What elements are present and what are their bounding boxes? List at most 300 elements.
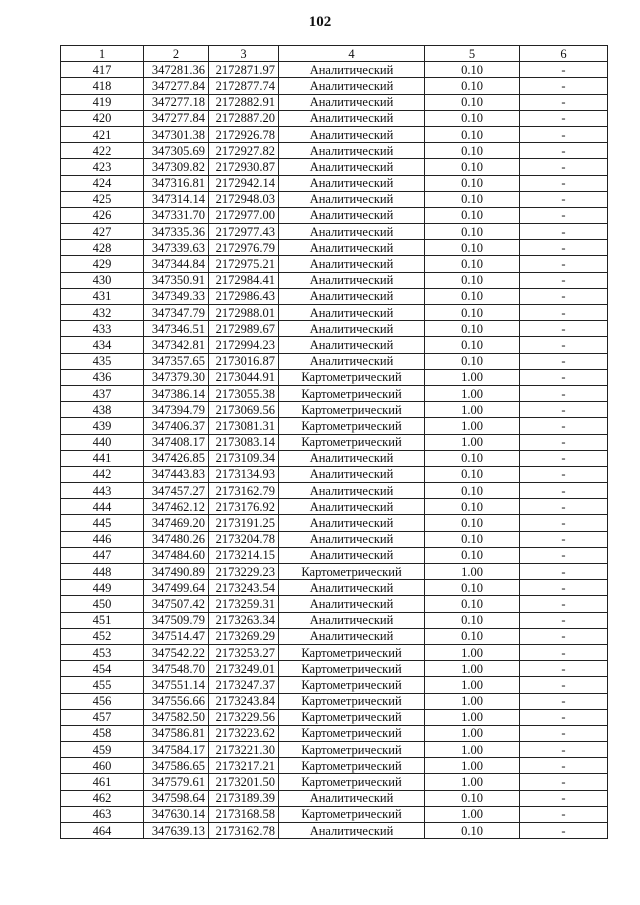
note-cell: - [520,547,608,563]
point-number-cell: 448 [61,564,144,580]
page-number: 102 [308,14,332,30]
x-coordinate-cell: 347281.36 [144,62,209,78]
method-cell: Аналитический [279,224,425,240]
table-row [61,369,608,385]
accuracy-cell: 0.10 [425,78,520,94]
y-coordinate-cell: 2173247.37 [209,677,279,693]
table-body [61,62,608,839]
y-coordinate-cell: 2173204.78 [209,531,279,547]
x-coordinate-cell: 347484.60 [144,547,209,563]
point-number-cell: 422 [61,143,144,159]
point-number-cell: 431 [61,288,144,304]
method-cell: Картометрический [279,693,425,709]
note-cell: - [520,644,608,660]
method-cell: Аналитический [279,612,425,628]
accuracy-cell: 0.10 [425,321,520,337]
y-coordinate-cell: 2173083.14 [209,434,279,450]
table-row [61,466,608,482]
point-number-cell: 426 [61,207,144,223]
x-coordinate-cell: 347639.13 [144,823,209,839]
x-coordinate-cell: 347349.33 [144,288,209,304]
y-coordinate-cell: 2173243.84 [209,693,279,709]
point-number-cell: 464 [61,823,144,839]
table-row [61,790,608,806]
y-coordinate-cell: 2173217.21 [209,758,279,774]
accuracy-cell: 0.10 [425,483,520,499]
x-coordinate-cell: 347443.83 [144,466,209,482]
note-cell: - [520,774,608,790]
point-number-cell: 461 [61,774,144,790]
table-row [61,256,608,272]
point-number-cell: 442 [61,466,144,482]
table-row [61,385,608,401]
point-number-cell: 449 [61,580,144,596]
accuracy-cell: 0.10 [425,823,520,839]
note-cell: - [520,402,608,418]
method-cell: Картометрический [279,661,425,677]
x-coordinate-cell: 347314.14 [144,191,209,207]
x-coordinate-cell: 347301.38 [144,126,209,142]
x-coordinate-cell: 347426.85 [144,450,209,466]
method-cell: Картометрический [279,758,425,774]
table-row [61,823,608,839]
point-number-cell: 437 [61,385,144,401]
method-cell: Аналитический [279,305,425,321]
point-number-cell: 432 [61,305,144,321]
accuracy-cell: 0.10 [425,240,520,256]
point-number-cell: 429 [61,256,144,272]
point-number-cell: 430 [61,272,144,288]
point-number-cell: 462 [61,790,144,806]
x-coordinate-cell: 347357.65 [144,353,209,369]
point-number-cell: 420 [61,110,144,126]
accuracy-cell: 0.10 [425,596,520,612]
x-coordinate-cell: 347305.69 [144,143,209,159]
table-row [61,758,608,774]
x-coordinate-cell: 347499.64 [144,580,209,596]
accuracy-cell: 1.00 [425,725,520,741]
accuracy-cell: 1.00 [425,644,520,660]
x-coordinate-cell: 347507.42 [144,596,209,612]
method-cell: Картометрический [279,709,425,725]
x-coordinate-cell: 347457.27 [144,483,209,499]
x-coordinate-cell: 347462.12 [144,499,209,515]
method-cell: Аналитический [279,466,425,482]
table-row [61,321,608,337]
table-row [61,499,608,515]
x-coordinate-cell: 347386.14 [144,385,209,401]
note-cell: - [520,709,608,725]
accuracy-cell: 0.10 [425,224,520,240]
x-coordinate-cell: 347277.84 [144,78,209,94]
accuracy-cell: 0.10 [425,159,520,175]
accuracy-cell: 1.00 [425,758,520,774]
method-cell: Картометрический [279,434,425,450]
table-row [61,580,608,596]
y-coordinate-cell: 2173109.34 [209,450,279,466]
method-cell: Аналитический [279,94,425,110]
x-coordinate-cell: 347548.70 [144,661,209,677]
note-cell: - [520,434,608,450]
y-coordinate-cell: 2173243.54 [209,580,279,596]
note-cell: - [520,790,608,806]
point-number-cell: 438 [61,402,144,418]
x-coordinate-cell: 347347.79 [144,305,209,321]
y-coordinate-cell: 2173162.79 [209,483,279,499]
accuracy-cell: 1.00 [425,661,520,677]
table-row [61,191,608,207]
y-coordinate-cell: 2172988.01 [209,305,279,321]
method-cell: Аналитический [279,596,425,612]
method-cell: Аналитический [279,240,425,256]
note-cell: - [520,256,608,272]
note-cell: - [520,240,608,256]
x-coordinate-cell: 347277.84 [144,110,209,126]
point-number-cell: 445 [61,515,144,531]
note-cell: - [520,564,608,580]
accuracy-cell: 0.10 [425,466,520,482]
point-number-cell: 424 [61,175,144,191]
note-cell: - [520,126,608,142]
point-number-cell: 453 [61,644,144,660]
note-cell: - [520,628,608,644]
method-cell: Картометрический [279,742,425,758]
header-cell-4: 4 [279,46,425,62]
table-row [61,677,608,693]
point-number-cell: 421 [61,126,144,142]
point-number-cell: 417 [61,62,144,78]
table-row [61,62,608,78]
note-cell: - [520,110,608,126]
note-cell: - [520,531,608,547]
accuracy-cell: 0.10 [425,628,520,644]
note-cell: - [520,742,608,758]
accuracy-cell: 0.10 [425,580,520,596]
note-cell: - [520,321,608,337]
accuracy-cell: 1.00 [425,369,520,385]
note-cell: - [520,725,608,741]
table-row [61,628,608,644]
table-row [61,94,608,110]
y-coordinate-cell: 2172877.74 [209,78,279,94]
method-cell: Аналитический [279,272,425,288]
y-coordinate-cell: 2173016.87 [209,353,279,369]
point-number-cell: 419 [61,94,144,110]
y-coordinate-cell: 2172887.20 [209,110,279,126]
method-cell: Аналитический [279,159,425,175]
x-coordinate-cell: 347350.91 [144,272,209,288]
accuracy-cell: 0.10 [425,612,520,628]
method-cell: Аналитический [279,62,425,78]
y-coordinate-cell: 2173201.50 [209,774,279,790]
method-cell: Картометрический [279,644,425,660]
table-row [61,337,608,353]
point-number-cell: 458 [61,725,144,741]
accuracy-cell: 0.10 [425,531,520,547]
method-cell: Аналитический [279,353,425,369]
header-cell-6: 6 [520,46,608,62]
y-coordinate-cell: 2173221.30 [209,742,279,758]
y-coordinate-cell: 2172986.43 [209,288,279,304]
y-coordinate-cell: 2173044.91 [209,369,279,385]
point-number-cell: 457 [61,709,144,725]
method-cell: Картометрический [279,806,425,822]
note-cell: - [520,369,608,385]
table-header [61,46,608,62]
y-coordinate-cell: 2172927.82 [209,143,279,159]
table-row [61,596,608,612]
method-cell: Аналитический [279,110,425,126]
method-cell: Аналитический [279,790,425,806]
method-cell: Аналитический [279,483,425,499]
x-coordinate-cell: 347316.81 [144,175,209,191]
coordinates-table [60,45,608,839]
point-number-cell: 460 [61,758,144,774]
table-row [61,693,608,709]
note-cell: - [520,224,608,240]
table-row [61,143,608,159]
header-cell-5: 5 [425,46,520,62]
accuracy-cell: 0.10 [425,450,520,466]
accuracy-cell: 1.00 [425,742,520,758]
x-coordinate-cell: 347542.22 [144,644,209,660]
method-cell: Аналитический [279,515,425,531]
note-cell: - [520,207,608,223]
point-number-cell: 451 [61,612,144,628]
method-cell: Аналитический [279,547,425,563]
method-cell: Аналитический [279,628,425,644]
method-cell: Картометрический [279,564,425,580]
method-cell: Аналитический [279,531,425,547]
accuracy-cell: 0.10 [425,191,520,207]
x-coordinate-cell: 347309.82 [144,159,209,175]
note-cell: - [520,758,608,774]
accuracy-cell: 0.10 [425,337,520,353]
y-coordinate-cell: 2173214.15 [209,547,279,563]
y-coordinate-cell: 2172882.91 [209,94,279,110]
point-number-cell: 436 [61,369,144,385]
x-coordinate-cell: 347346.51 [144,321,209,337]
point-number-cell: 423 [61,159,144,175]
table-row [61,353,608,369]
x-coordinate-cell: 347579.61 [144,774,209,790]
x-coordinate-cell: 347394.79 [144,402,209,418]
method-cell: Аналитический [279,256,425,272]
table-row [61,434,608,450]
x-coordinate-cell: 347490.89 [144,564,209,580]
y-coordinate-cell: 2173162.78 [209,823,279,839]
y-coordinate-cell: 2172977.00 [209,207,279,223]
point-number-cell: 463 [61,806,144,822]
accuracy-cell: 0.10 [425,175,520,191]
method-cell: Картометрический [279,418,425,434]
header-cell-3: 3 [209,46,279,62]
note-cell: - [520,677,608,693]
y-coordinate-cell: 2173069.56 [209,402,279,418]
point-number-cell: 447 [61,547,144,563]
y-coordinate-cell: 2173253.27 [209,644,279,660]
table-row [61,159,608,175]
x-coordinate-cell: 347598.64 [144,790,209,806]
note-cell: - [520,483,608,499]
point-number-cell: 441 [61,450,144,466]
point-number-cell: 434 [61,337,144,353]
point-number-cell: 439 [61,418,144,434]
y-coordinate-cell: 2173176.92 [209,499,279,515]
method-cell: Аналитический [279,321,425,337]
method-cell: Аналитический [279,823,425,839]
accuracy-cell: 0.10 [425,110,520,126]
x-coordinate-cell: 347406.37 [144,418,209,434]
y-coordinate-cell: 2173269.29 [209,628,279,644]
method-cell: Картометрический [279,402,425,418]
y-coordinate-cell: 2173168.58 [209,806,279,822]
table-row [61,402,608,418]
accuracy-cell: 1.00 [425,677,520,693]
note-cell: - [520,288,608,304]
method-cell: Картометрический [279,725,425,741]
y-coordinate-cell: 2173249.01 [209,661,279,677]
y-coordinate-cell: 2173189.39 [209,790,279,806]
note-cell: - [520,450,608,466]
point-number-cell: 454 [61,661,144,677]
point-number-cell: 459 [61,742,144,758]
method-cell: Аналитический [279,191,425,207]
method-cell: Аналитический [279,580,425,596]
point-number-cell: 418 [61,78,144,94]
accuracy-cell: 0.10 [425,288,520,304]
note-cell: - [520,78,608,94]
y-coordinate-cell: 2172942.14 [209,175,279,191]
accuracy-cell: 0.10 [425,515,520,531]
table-row [61,644,608,660]
point-number-cell: 440 [61,434,144,450]
note-cell: - [520,661,608,677]
table-row [61,709,608,725]
point-number-cell: 425 [61,191,144,207]
x-coordinate-cell: 347342.81 [144,337,209,353]
note-cell: - [520,693,608,709]
accuracy-cell: 1.00 [425,564,520,580]
accuracy-cell: 0.10 [425,305,520,321]
x-coordinate-cell: 347509.79 [144,612,209,628]
x-coordinate-cell: 347408.17 [144,434,209,450]
header-cell-2: 2 [144,46,209,62]
x-coordinate-cell: 347335.36 [144,224,209,240]
table-row [61,305,608,321]
accuracy-cell: 1.00 [425,693,520,709]
accuracy-cell: 1.00 [425,434,520,450]
accuracy-cell: 0.10 [425,126,520,142]
method-cell: Аналитический [279,175,425,191]
accuracy-cell: 0.10 [425,499,520,515]
x-coordinate-cell: 347556.66 [144,693,209,709]
method-cell: Картометрический [279,369,425,385]
accuracy-cell: 0.10 [425,94,520,110]
table-row [61,110,608,126]
point-number-cell: 446 [61,531,144,547]
table-row [61,418,608,434]
table-row [61,450,608,466]
table-row [61,612,608,628]
accuracy-cell: 0.10 [425,256,520,272]
header-cell-1: 1 [61,46,144,62]
method-cell: Картометрический [279,774,425,790]
note-cell: - [520,515,608,531]
accuracy-cell: 0.10 [425,143,520,159]
point-number-cell: 428 [61,240,144,256]
accuracy-cell: 0.10 [425,547,520,563]
x-coordinate-cell: 347630.14 [144,806,209,822]
y-coordinate-cell: 2173081.31 [209,418,279,434]
y-coordinate-cell: 2172926.78 [209,126,279,142]
table-row [61,515,608,531]
y-coordinate-cell: 2172994.23 [209,337,279,353]
note-cell: - [520,191,608,207]
accuracy-cell: 0.10 [425,272,520,288]
method-cell: Картометрический [279,677,425,693]
x-coordinate-cell: 347277.18 [144,94,209,110]
table-row [61,742,608,758]
method-cell: Аналитический [279,337,425,353]
point-number-cell: 433 [61,321,144,337]
method-cell: Аналитический [279,143,425,159]
accuracy-cell: 1.00 [425,385,520,401]
note-cell: - [520,823,608,839]
y-coordinate-cell: 2173263.34 [209,612,279,628]
note-cell: - [520,305,608,321]
y-coordinate-cell: 2173259.31 [209,596,279,612]
note-cell: - [520,175,608,191]
note-cell: - [520,94,608,110]
accuracy-cell: 1.00 [425,402,520,418]
note-cell: - [520,353,608,369]
note-cell: - [520,385,608,401]
y-coordinate-cell: 2172930.87 [209,159,279,175]
table-row [61,661,608,677]
note-cell: - [520,596,608,612]
y-coordinate-cell: 2173134.93 [209,466,279,482]
table-row [61,224,608,240]
note-cell: - [520,337,608,353]
note-cell: - [520,466,608,482]
point-number-cell: 427 [61,224,144,240]
accuracy-cell: 0.10 [425,353,520,369]
x-coordinate-cell: 347586.81 [144,725,209,741]
method-cell: Аналитический [279,207,425,223]
accuracy-cell: 1.00 [425,806,520,822]
table-row [61,547,608,563]
x-coordinate-cell: 347339.63 [144,240,209,256]
table-row [61,725,608,741]
y-coordinate-cell: 2172989.67 [209,321,279,337]
table-row [61,774,608,790]
y-coordinate-cell: 2172948.03 [209,191,279,207]
y-coordinate-cell: 2173055.38 [209,385,279,401]
y-coordinate-cell: 2173229.56 [209,709,279,725]
accuracy-cell: 0.10 [425,207,520,223]
point-number-cell: 455 [61,677,144,693]
y-coordinate-cell: 2173223.62 [209,725,279,741]
point-number-cell: 452 [61,628,144,644]
table-row [61,207,608,223]
note-cell: - [520,418,608,434]
method-cell: Аналитический [279,499,425,515]
table-row [61,531,608,547]
x-coordinate-cell: 347514.47 [144,628,209,644]
note-cell: - [520,62,608,78]
accuracy-cell: 1.00 [425,418,520,434]
